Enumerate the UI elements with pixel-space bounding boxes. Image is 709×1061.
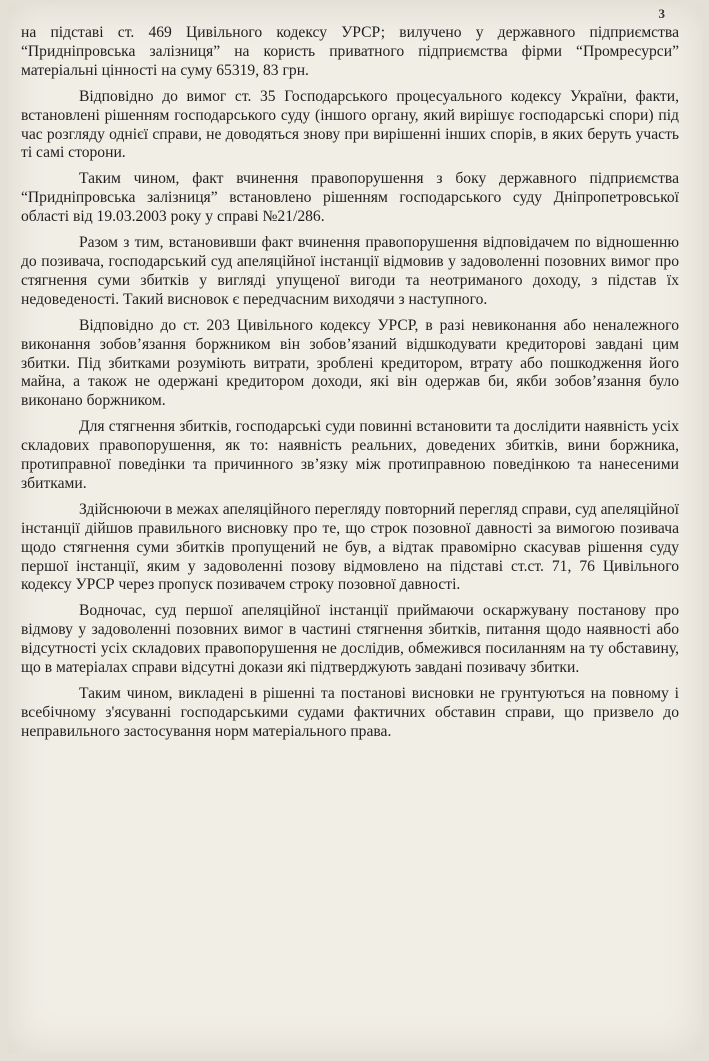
paragraph-7: Здійснюючи в межах апеляційного перегляду повторний перегляд справи, суд апеляційної інстанції дійшов правильного висновку про те, що строк позовної давності за вимогою позивача щодо стягнення суми збитків пропущений не був, а відтак правомірно скасував рішення суду першої інстанції, яким у задоволенні позову відмовлено на підставі ст.ст. 71, 76 Цивільного кодексу УРСР через пропуск позивачем строку позовної давності. (21, 500, 679, 594)
paragraph-1: на підставі ст. 469 Цивільного кодексу УРСР; вилучено у державного підприємства “Придніпровська залізниця” на користь приватного підприємства фірми “Промресурси” матеріальні цінності на суму 65319, 83 грн. (21, 24, 679, 79)
paragraph-8: Водночас, суд першої апеляційної інстанції приймаючи оскаржувану постанову про відмову у задоволенні позовних вимог в частині стягнення збитків, питання щодо наявності або відсутності усіх складових правопорушення не дослідив, обмежився посиланням на ту обставину, що в матеріалах справи відсутні докази які підтверджують завдані позивачу збитки. (21, 602, 679, 677)
paragraph-3: Таким чином, факт вчинення правопорушення з боку державного підприємства “Придніпровська залізниця” встановлено рішенням господарського суду Дніпропетровської області від 19.03.2003 року у справі №21/286. (21, 170, 679, 226)
paragraph-2: Відповідно до вимог ст. 35 Господарського процесуального кодексу України, факти, встановлені рішенням господарського суду (іншого органу, який вирішує господарські спори) під час розгляду однієї справи, не доводяться знову при вирішенні інших спорів, в яких беруть участь ті самі сторони. (21, 87, 679, 162)
paragraph-6: Для стягнення збитків, господарські суди повинні встановити та дослідити наявність усіх складових правопорушення, як то: наявність реальних, доведених збитків, вини боржника, протиправної поведінки та причинного зв’язку між протиправною поведінкою та нанесеними збитками. (21, 418, 679, 492)
page-number: 3 (658, 6, 665, 21)
document-body (21, 24, 679, 749)
paragraph-9: Таким чином, викладені в рішенні та постанові висновки не грунтуються на повному і всебічному з'ясуванні господарськими судами фактичних обставин справи, що призвело до неправильного застосування норм матеріального права. (21, 685, 679, 740)
paragraph-4: Разом з тим, встановивши факт вчинення правопорушення відповідачем по відношенню до позивача, господарський суд апеляційної інстанції відмовив у задоволенні позовних вимог про стягнення суми збитків у вигляді упущеної вигоди та неотриманого доходу, з підстав їх недоведеності. Такий висновок є передчасним виходячи з наступного. (21, 234, 679, 308)
paragraph-5: Відповідно до ст. 203 Цивільного кодексу УРСР, в разі невиконання або неналежного виконання зобов’язання боржником він зобов’язаний відшкодувати кредиторові завдані цим збитки. Під збитками розуміють витрати, зроблені кредитором, втрату або пошкодження його майна, а також не одержані кредитором доходи, які він одержав би, якби зобов’язання було виконано боржником. (21, 316, 679, 410)
document-page (8, 4, 703, 1053)
